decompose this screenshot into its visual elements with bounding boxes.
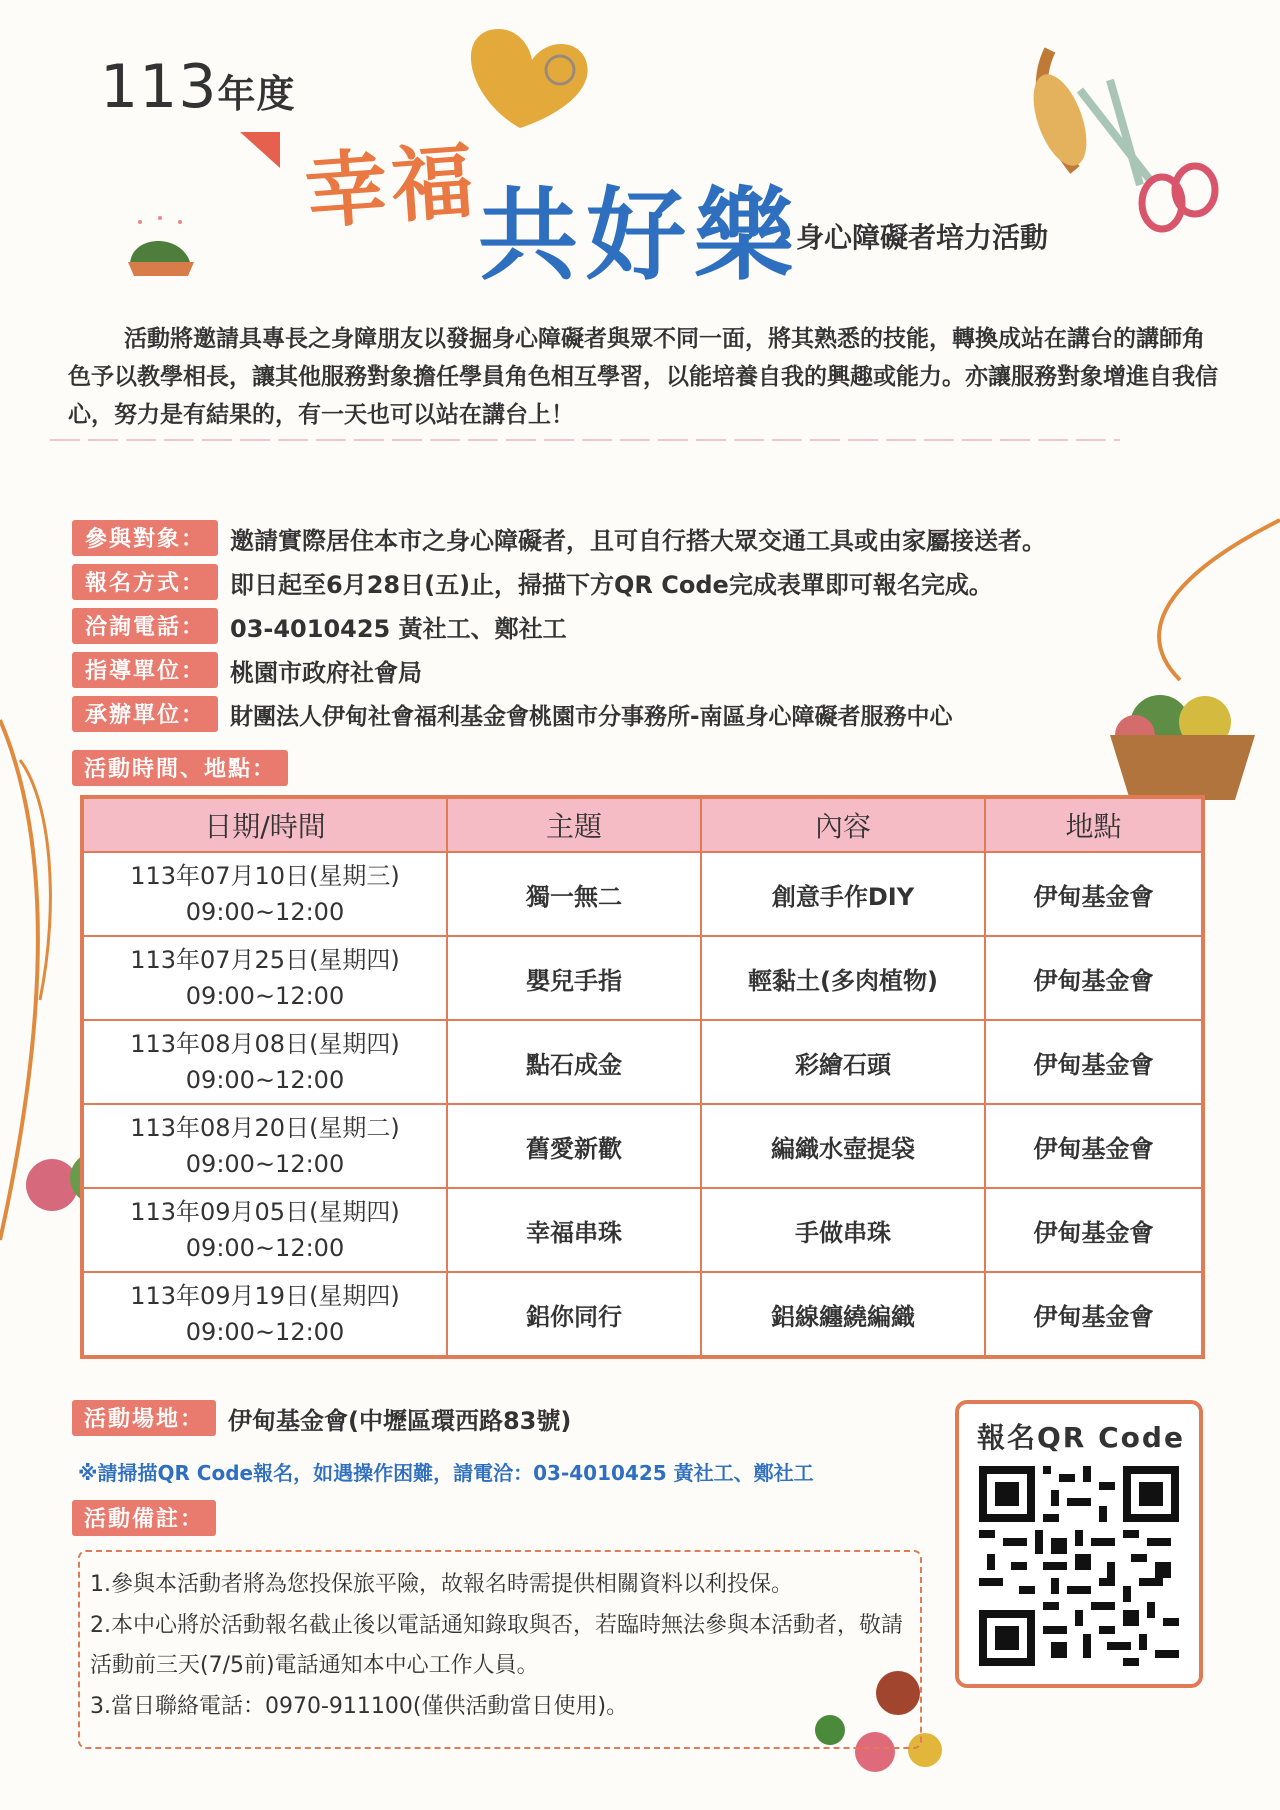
theme-cell: 鋁你同行 bbox=[447, 1272, 701, 1357]
info-row-phone bbox=[72, 608, 567, 644]
scissors-icon bbox=[1080, 80, 1215, 229]
theme-cell: 點石成金 bbox=[447, 1020, 701, 1104]
time-text: 09:00~12:00 bbox=[185, 1234, 345, 1262]
note-item: 2.本中心將於活動報名截止後以電話通知錄取與否，若臨時無法參與本活動者，敬請活動前三天(7/5前)電話通知本中心工作人員。 bbox=[90, 1613, 903, 1678]
yarn-basket-icon bbox=[1110, 695, 1255, 800]
venue-label: 活動場地： bbox=[72, 1400, 216, 1436]
place-cell: 伊甸基金會 bbox=[985, 1104, 1203, 1188]
content-cell: 編織水壺提袋 bbox=[701, 1104, 985, 1188]
column-header: 日期/時間 bbox=[82, 797, 447, 852]
content-cell: 輕黏土(多肉植物) bbox=[701, 936, 985, 1020]
table-header-row bbox=[82, 797, 1203, 852]
info-value: 桃園市政府社會局 bbox=[230, 658, 422, 687]
content-cell: 彩繪石頭 bbox=[701, 1020, 985, 1104]
date-text: 113年09月19日(星期四) bbox=[130, 1282, 400, 1310]
time-text: 09:00~12:00 bbox=[185, 1318, 345, 1346]
spool-icon bbox=[1023, 50, 1097, 173]
place-cell: 伊甸基金會 bbox=[985, 1272, 1203, 1357]
yarn-string bbox=[1159, 520, 1280, 680]
place-cell: 伊甸基金會 bbox=[985, 852, 1203, 936]
intro-paragraph bbox=[68, 320, 1218, 434]
info-value: 財團法人伊甸社會福利基金會桃園市分事務所-南區身心障礙者服務中心 bbox=[230, 703, 953, 730]
title-happiness: 幸福 bbox=[302, 134, 481, 241]
date-text: 113年07月25日(星期四) bbox=[130, 946, 400, 974]
place-cell: 伊甸基金會 bbox=[985, 1188, 1203, 1272]
qr-title: 報名QR Code bbox=[977, 1421, 1185, 1454]
year-suffix: 年度 bbox=[217, 72, 296, 116]
year-heading bbox=[100, 52, 296, 122]
date-cell bbox=[82, 1104, 447, 1188]
table-row bbox=[82, 1188, 1203, 1272]
notes-list bbox=[80, 1564, 920, 1728]
note-item: 3.當日聯絡電話：0970-911100(僅供活動當日使用)。 bbox=[90, 1694, 629, 1719]
date-cell bbox=[82, 852, 447, 936]
theme-cell: 嬰兒手指 bbox=[447, 936, 701, 1020]
notes-section-label bbox=[72, 1500, 216, 1536]
content-cell: 鋁線纏繞編織 bbox=[701, 1272, 985, 1357]
qr-code-box bbox=[955, 1400, 1203, 1688]
info-label: 承辦單位： bbox=[72, 696, 218, 732]
time-text: 09:00~12:00 bbox=[185, 898, 345, 926]
info-value: 邀請實際居住本市之身心障礙者，且可自行搭大眾交通工具或由家屬接送者。 bbox=[230, 526, 1046, 555]
table-row bbox=[82, 936, 1203, 1020]
table-row bbox=[82, 1104, 1203, 1188]
intro-text: 活動將邀請具專長之身障朋友以發掘身心障礙者與眾不同一面，將其熟悉的技能，轉換成站在講台的講師角色予以教學相長，讓其他服務對象擔任學員角色相互學習，以能培養自我的興趣或能力。亦讓服務對象增進自我信心，努力是有結果的，有一天也可以站在講台上！ bbox=[68, 326, 1218, 428]
date-text: 113年08月20日(星期二) bbox=[130, 1114, 400, 1142]
schedule-label: 活動時間、地點： bbox=[72, 750, 288, 786]
time-text: 09:00~12:00 bbox=[185, 1150, 345, 1178]
content-cell: 手做串珠 bbox=[701, 1188, 985, 1272]
content-cell: 創意手作DIY bbox=[701, 852, 985, 936]
place-cell: 伊甸基金會 bbox=[985, 936, 1203, 1020]
theme-cell: 舊愛新歡 bbox=[447, 1104, 701, 1188]
table-row bbox=[82, 852, 1203, 936]
schedule-table bbox=[80, 795, 1205, 1359]
qr-notice: ※請掃描QR Code報名，如遇操作困難，請電洽：03-4010425 黃社工、鄭社工 bbox=[78, 1461, 814, 1485]
info-row-registration bbox=[72, 564, 993, 600]
date-cell bbox=[82, 936, 447, 1020]
place-cell: 伊甸基金會 bbox=[985, 1020, 1203, 1104]
venue-row bbox=[72, 1400, 571, 1436]
pincushion-icon bbox=[130, 241, 190, 265]
info-label: 報名方式： bbox=[72, 564, 218, 600]
info-row-supervisor bbox=[72, 652, 422, 688]
triangle-icon bbox=[240, 132, 280, 168]
time-text: 09:00~12:00 bbox=[185, 982, 345, 1010]
table-row bbox=[82, 1020, 1203, 1104]
subtitle: 身心障礙者培力活動 bbox=[796, 221, 1049, 254]
title-together: 共好樂 bbox=[478, 177, 802, 294]
date-cell bbox=[82, 1272, 447, 1357]
schedule-section-label bbox=[72, 750, 288, 786]
notes-label: 活動備註： bbox=[72, 1500, 216, 1536]
time-text: 09:00~12:00 bbox=[185, 1066, 345, 1094]
column-header: 內容 bbox=[701, 797, 985, 852]
notes-box bbox=[78, 1550, 922, 1749]
theme-cell: 獨一無二 bbox=[447, 852, 701, 936]
info-label: 洽詢電話： bbox=[72, 608, 218, 644]
date-text: 113年07月10日(星期三) bbox=[130, 862, 400, 890]
year-number: 113 bbox=[100, 52, 218, 122]
column-header: 地點 bbox=[985, 797, 1203, 852]
info-label: 指導單位： bbox=[72, 652, 218, 688]
venue-value: 伊甸基金會(中壢區環西路83號) bbox=[228, 1406, 572, 1435]
note-item: 1.參與本活動者將為您投保旅平險，故報名時需提供相關資料以利投保。 bbox=[90, 1572, 793, 1597]
info-row-organizer bbox=[72, 696, 953, 732]
date-cell bbox=[82, 1188, 447, 1272]
info-value: 即日起至6月28日(五)止，掃描下方QR Code完成表單即可報名完成。 bbox=[230, 570, 993, 599]
qr-code-image[interactable] bbox=[979, 1466, 1179, 1666]
info-value: 03-4010425 黃社工、鄭社工 bbox=[230, 614, 567, 643]
table-row bbox=[82, 1272, 1203, 1357]
yarn-string bbox=[0, 720, 38, 1240]
theme-cell: 幸福串珠 bbox=[447, 1188, 701, 1272]
date-text: 113年08月08日(星期四) bbox=[130, 1030, 400, 1058]
date-cell bbox=[82, 1020, 447, 1104]
date-text: 113年09月05日(星期四) bbox=[130, 1198, 400, 1226]
column-header: 主題 bbox=[447, 797, 701, 852]
info-row-participants bbox=[72, 520, 1046, 556]
info-label: 參與對象： bbox=[72, 520, 218, 556]
